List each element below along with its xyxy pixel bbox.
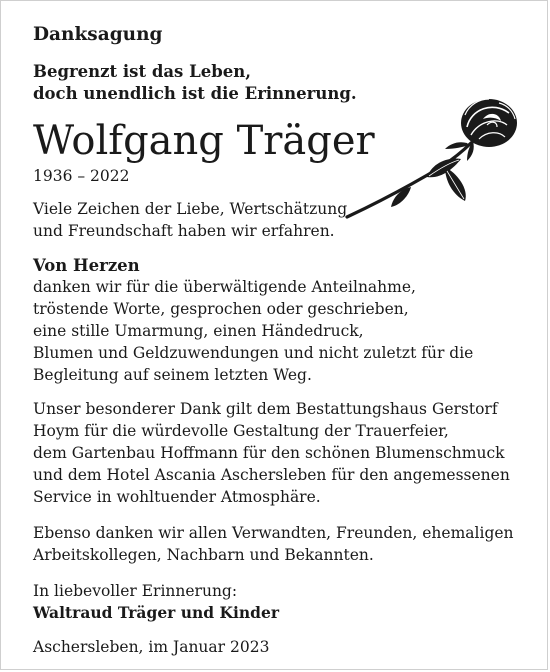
signature-name: Waltraud Träger und Kinder [33,603,280,622]
thanks-paragraph [33,398,513,508]
text-line: eine stille Umarmung, einen Händedruck, [33,322,364,340]
motto-line: doch unendlich ist die Erinnerung. [33,84,357,103]
notice-heading: Danksagung [33,24,163,45]
place-date: Aschersleben, im Januar 2023 [33,638,270,656]
text-line: und Freundschaft haben wir erfahren. [33,222,335,240]
text-line: Hoym für die würdevolle Gestaltung der Trauerfeier, [33,422,449,440]
text-line: und dem Hotel Ascania Aschersleben für den angemessenen [33,466,510,484]
text-line: dem Gartenbau Hoffmann für den schönen Blumenschmuck [33,444,505,462]
text-line: Unser besonderer Dank gilt dem Bestattungshaus Gerstorf [33,400,498,418]
signature-block [33,580,513,624]
text-line: Blumen und Geldzuwendungen und nicht zuletzt für die [33,344,474,362]
text-line: Viele Zeichen der Liebe, Wertschätzung [33,200,348,218]
signature-intro: In liebevoller Erinnerung: [33,582,238,600]
text-line: Ebenso danken wir allen Verwandten, Freunden, ehemaligen [33,524,514,542]
text-line: danken wir für die überwältigende Anteilnahme, [33,278,416,296]
deceased-name: Wolfgang Träger [33,118,375,164]
ebenso-paragraph [33,522,513,566]
life-dates: 1936 – 2022 [33,167,130,185]
text-line: tröstende Worte, gesprochen oder geschrieben, [33,300,409,318]
text-line: Service in wohltuender Atmosphäre. [33,488,321,506]
herzen-paragraph [33,276,513,386]
motto-line: Begrenzt ist das Leben, [33,62,251,81]
text-line: Arbeitskollegen, Nachbarn und Bekannten. [33,546,374,564]
text-line: Begleitung auf seinem letzten Weg. [33,366,312,384]
herzen-title: Von Herzen [33,256,140,275]
rose-icon [341,93,521,223]
